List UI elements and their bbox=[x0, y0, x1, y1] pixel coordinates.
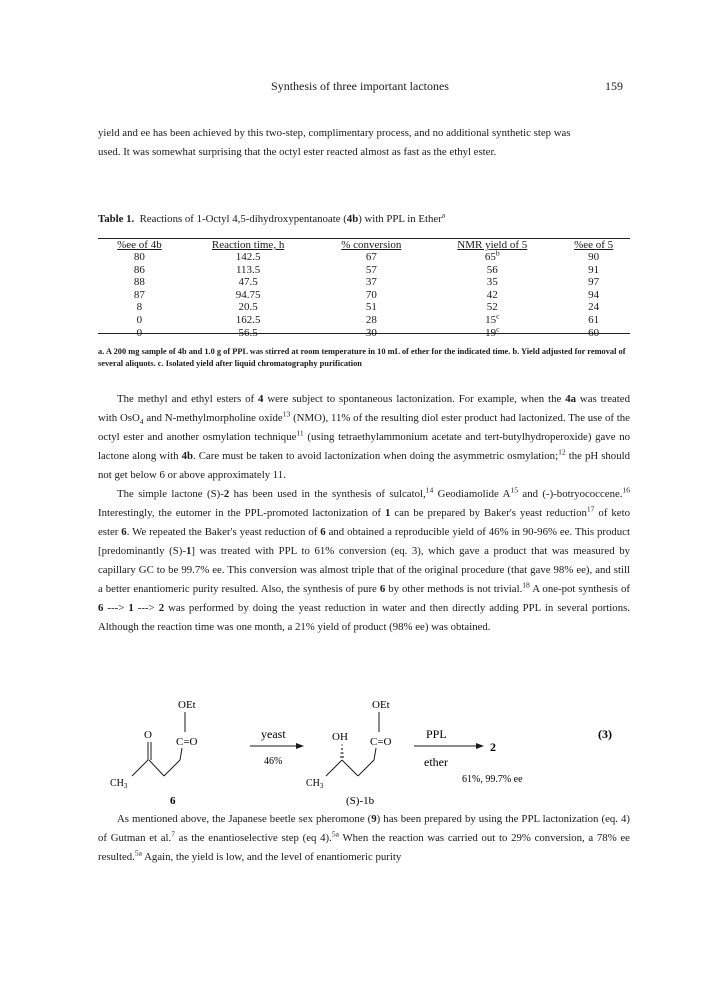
table-cell bbox=[427, 311, 557, 327]
table-cell: 52 bbox=[486, 301, 498, 314]
table-cell: 91 bbox=[588, 263, 600, 276]
table-cell: 80 bbox=[133, 251, 145, 263]
intro-paragraph bbox=[98, 124, 630, 162]
table-caption-b: ) with PPL in Ether bbox=[358, 213, 442, 225]
paragraph-pheromone: As mentioned above, the Japanese beetle sex pheromone (9) has been prepared by using the PPL lactonization (eq. 4) of Gutman et al.$^7$ as the enantioselective step (eq 4).$^{5a}$ When the reaction was carried out to 29% conversion, a 78% ee resulted.$^{5a}$ Again, the yield is low, and the level of enantiomeric purity bbox=[98, 813, 630, 863]
intro-line-1: yield and ee has been achieved by this two-step, complimentary process, and no additional synthetic step was bbox=[98, 127, 571, 139]
arrow-head-1 bbox=[296, 743, 304, 749]
cell-footnote-mark: b bbox=[495, 248, 500, 258]
reagent-yeast: yeast bbox=[261, 727, 286, 741]
table-cell: 57 bbox=[365, 263, 377, 276]
product-yield-ee: 61%, 99.7% ee bbox=[462, 774, 523, 785]
table-cell: 94 bbox=[588, 288, 600, 301]
table-cell: 47.5 bbox=[238, 276, 258, 289]
running-header-title: Synthesis of three important lactones bbox=[271, 79, 449, 93]
table-cell: 113.5 bbox=[235, 263, 261, 276]
table-cell: 97 bbox=[588, 276, 600, 289]
column-header: %ee of 4b bbox=[117, 239, 162, 251]
table-cell: 60 bbox=[588, 326, 600, 339]
paragraph-osmylation: The methyl and ethyl esters of 4 were subject to spontaneous lactonization. For example, when the 4a was treated with OsO$_4$ and N-methylmorpholine oxide$^{13}$ (NMO), 11% of the resulting diol ester product had lactonized. The use of the octyl ester and another osmylation technique$^{11}$ (using tetraethylammonium acetate and tert-butylhydroperoxide) gave no lactone along with 4b. Care must be taken to avoid lactonization when doing the asymmetric osmylation;$^{12}$ the pH should not get below 6 or above approximately 11. bbox=[98, 393, 631, 481]
table-cell: 8 bbox=[136, 301, 143, 314]
table-cell: 86 bbox=[133, 263, 145, 276]
table-cell: 20.5 bbox=[238, 301, 258, 314]
table-caption-compound: 4b bbox=[346, 213, 359, 225]
table-caption-a: Reactions of 1-Octyl 4,5-dihydroxypentanoate ( bbox=[139, 213, 347, 225]
table-cell: 35 bbox=[486, 276, 498, 289]
table-bottom-rule bbox=[98, 333, 630, 334]
table-cell: 88 bbox=[133, 276, 145, 289]
reaction-scheme-drawing bbox=[98, 690, 630, 810]
table-row bbox=[98, 301, 630, 314]
table-cell: 56.5 bbox=[238, 326, 258, 339]
methyl-label: $CH_3$ bbox=[110, 778, 128, 790]
table-caption-sup: a bbox=[441, 210, 446, 220]
table-footnote: a. A 200 mg sample of 4b and 1.0 g of PPL was stirred at room temperature in 10 mL of ether for the indicated time. b. Yield adjusted for removal of several aliquots. c. Isolated yield after liquid chromatography purification bbox=[98, 347, 626, 368]
table-cell: 90 bbox=[588, 251, 600, 263]
cell-value: 19 bbox=[485, 326, 497, 339]
table-cell: 67 bbox=[365, 251, 377, 263]
ketone-oxygen: O bbox=[144, 729, 152, 741]
compound-1b-label: (S)-1b bbox=[346, 795, 375, 807]
table-row bbox=[98, 264, 630, 277]
table-row bbox=[98, 314, 630, 327]
reagent-ppl: PPL bbox=[426, 727, 447, 741]
table-cell: 42 bbox=[486, 288, 498, 301]
table-header-row bbox=[98, 240, 630, 251]
step1-yield: 46% bbox=[264, 756, 283, 767]
results-table bbox=[98, 240, 630, 339]
paragraph-lactone: The simple lactone (S)-2 has been used in the synthesis of sulcatol,$^{14}$ Geodiamolide $A^{15}$ and (-)-botryococcene.$^{16}$ Interestingly, the eutomer in the PPL-promoted lactonization of 1 can be prepared by Baker's yeast reduction$^{17}$ of keto ester 6. We repeated the Baker's yeast reduction of 6 and obtained a reproducible yield of 46% in 90-96% ee. This product [predominantly (S)-1] was treated with PPL to 61% conversion (eq. 3), which gave a product that was measured by capillary GC to be 99.7% ee. This conversion was almost triple that of the original procedure (that gave 98% ee), and still a better enantiomeric purity resulted. Also, the synthesis of pure 6 by other methods is not trivial.$^{18}$ A one-pot synthesis of 6 ---> 1 ---> 2 was performed by doing the yeast reduction in water and then directly adding PPL in several portions. Although the reaction time was one month, a 21% yield of product (98% ee) was obtained. bbox=[98, 485, 631, 633]
stereo-hash-bond bbox=[340, 745, 344, 757]
reaction-scheme-eq3 bbox=[98, 690, 630, 810]
table-cell: 87 bbox=[133, 288, 145, 301]
table-cell: 24 bbox=[588, 301, 600, 314]
table-row bbox=[98, 276, 630, 289]
table-cell: 162.5 bbox=[235, 313, 261, 326]
methyl-label-2: $CH_3$ bbox=[306, 778, 324, 790]
table-cell bbox=[427, 248, 557, 264]
table-row bbox=[98, 251, 630, 264]
column-header: Reaction time, h bbox=[211, 239, 285, 251]
table-cell: 94.75 bbox=[235, 288, 261, 301]
cell-value: 65 bbox=[484, 251, 496, 263]
table-caption bbox=[98, 210, 446, 225]
table-row bbox=[98, 289, 630, 302]
table-cell: 56 bbox=[486, 263, 498, 276]
intro-line-2: used. It was somewhat surprising that the octyl ester reacted almost as fast as the ethyl ester. bbox=[98, 146, 497, 158]
table-cell: 0 bbox=[136, 313, 143, 326]
product-2-label: 2 bbox=[490, 740, 496, 754]
reagent-ether: ether bbox=[424, 755, 448, 769]
table-cell: 70 bbox=[365, 288, 377, 301]
ester-oet-label-2: OEt bbox=[372, 699, 390, 711]
table-cell: 30 bbox=[365, 326, 377, 339]
table-cell: 142.5 bbox=[235, 251, 261, 263]
cell-footnote-mark: c bbox=[496, 323, 500, 333]
compound-6-label: 6 bbox=[170, 795, 176, 807]
ester-carbonyl-label-2: C=O bbox=[370, 736, 392, 748]
table-cell: 37 bbox=[365, 276, 377, 289]
body-text bbox=[98, 390, 630, 637]
table-cell: 0 bbox=[136, 326, 143, 339]
paragraph-pheromone-block bbox=[98, 810, 630, 867]
equation-number: (3) bbox=[598, 727, 612, 741]
column-header: %ee of 5 bbox=[574, 239, 614, 251]
ester-carbonyl-label: C=O bbox=[176, 736, 198, 748]
cell-footnote-mark: c bbox=[496, 311, 500, 321]
ester-oet-label: OEt bbox=[178, 699, 196, 711]
hydroxyl-label: OH bbox=[332, 731, 348, 743]
column-header: % conversion bbox=[341, 239, 402, 251]
column-header: NMR yield of 5 bbox=[457, 239, 528, 251]
table-cell: 61 bbox=[588, 313, 600, 326]
table-cell: 28 bbox=[365, 313, 377, 326]
cell-value: 15 bbox=[485, 313, 497, 326]
arrow-head-2 bbox=[476, 743, 484, 749]
page-number: 159 bbox=[605, 79, 623, 93]
table-label: Table 1. bbox=[98, 213, 135, 225]
table-cell: 51 bbox=[365, 301, 377, 314]
